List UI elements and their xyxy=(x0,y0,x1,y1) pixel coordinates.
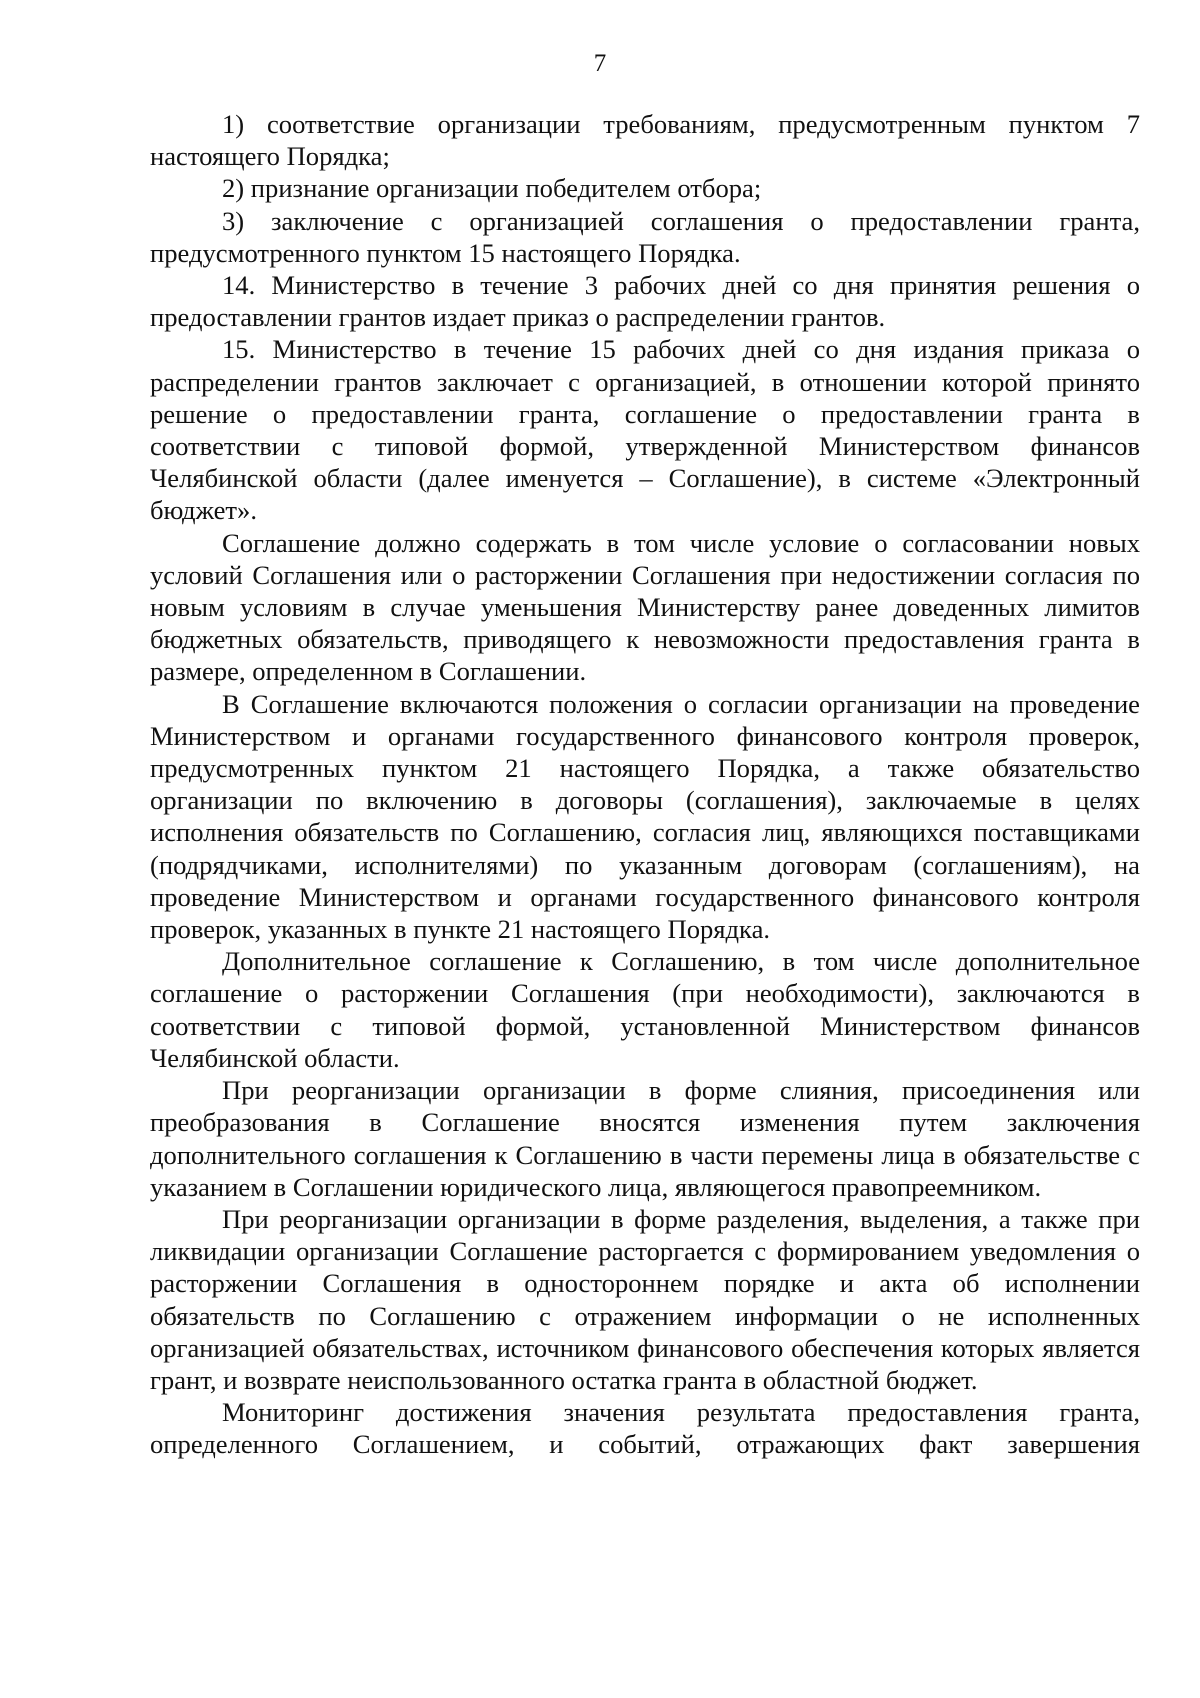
paragraph-item-1: 1) соответствие организации требованиям, предусмотренным пунктом 7 настоящего Порядка; xyxy=(150,109,1140,172)
paragraph-clause-14: 14. Министерство в течение 3 рабочих дней со дня принятия решения о предоставлении грантов издает приказ о распределении грантов. xyxy=(150,270,1140,333)
page-number: 7 xyxy=(593,50,607,77)
paragraph-reorganization-merger: При реорганизации организации в форме слияния, присоединения или преобразования в Соглашение вносятся изменения путем заключения дополнительного соглашения к Соглашению в части перемены лица в обязательстве с указанием в Соглашении юридического лица, являющегося правопреемником. xyxy=(150,1075,1140,1202)
paragraph-item-2: 2) признание организации победителем отбора; xyxy=(222,173,762,204)
document-body xyxy=(150,108,1140,1461)
paragraph-item-3: 3) заключение с организацией соглашения о предоставлении гранта, предусмотренного пунктом 15 настоящего Порядка. xyxy=(150,205,1140,268)
paragraph-agreement-content: Соглашение должно содержать в том числе условие о согласовании новых условий Соглашения или о расторжении Соглашения при недостижении согласия по новым условиям в случае уменьшения Министерству ранее доведенных лимитов бюджетных обязательств, приводящего к невозможности предоставления гранта в размере, определенном в Соглашении. xyxy=(150,527,1140,687)
paragraph-clause-15: 15. Министерство в течение 15 рабочих дней со дня издания приказа о распределении грантов заключает с организацией, в отношении которой принято решение о предоставлении гранта, соглашение о предоставлении гранта в соответствии с типовой формой, утвержденной Министерством финансов Челябинской области (далее именуется – Соглашение), в системе «Электронный бюджет». xyxy=(150,334,1140,526)
paragraph-reorganization-division: При реорганизации организации в форме разделения, выделения, а также при ликвидации организации Соглашение расторгается с формированием уведомления о расторжении Соглашения в одностороннем порядке и акта об исполнении обязательств по Соглашению с отражением информации о не исполненных организацией обязательствах, источником финансового обеспечения которых является грант, и возврате неиспользованного остатка гранта в областной бюджет. xyxy=(150,1203,1140,1395)
paragraph-additional-agreement: Дополнительное соглашение к Соглашению, в том числе дополнительное соглашение о расторжении Соглашения (при необходимости), заключаются в соответствии с типовой формой, установленной Министерством финансов Челябинской области. xyxy=(150,946,1140,1073)
paragraph-agreement-inclusions: В Соглашение включаются положения о согласии организации на проведение Министерством и органами государственного финансового контроля проверок, предусмотренных пунктом 21 настоящего Порядка, а также обязательство организации по включению в договоры (соглашения), заключаемые в целях исполнения обязательств по Соглашению, согласия лиц, являющихся поставщиками (подрядчиками, исполнителями) по указанным договорам (соглашениям), на проведение Министерством и органами государственного финансового контроля проверок, указанных в пункте 21 настоящего Порядка. xyxy=(150,688,1140,945)
paragraph-monitoring: Мониторинг достижения значения результата предоставления гранта, определенного Соглашением, и событий, отражающих факт завершения xyxy=(150,1397,1140,1460)
